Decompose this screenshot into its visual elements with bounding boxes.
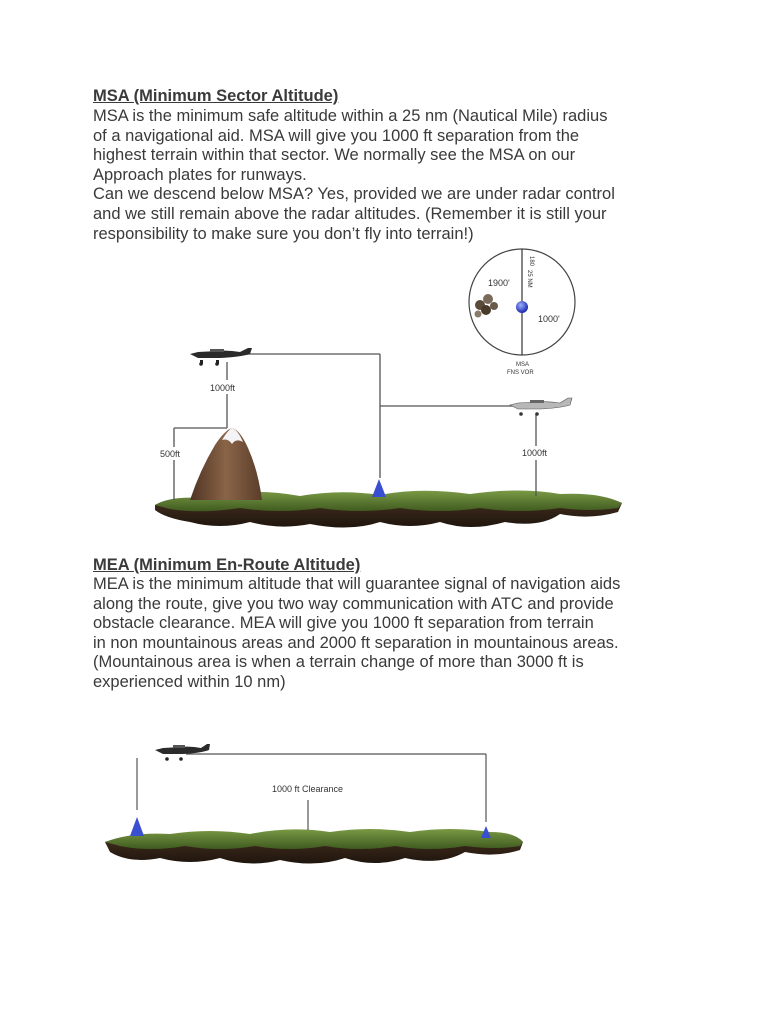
inset-bottom-1: MSA <box>516 362 530 368</box>
msa-line: highest terrain within that sector. We normally see the MSA on our <box>93 146 576 165</box>
mea-line: along the route, give you two way communication with ATC and provide <box>93 594 614 613</box>
inset-bottom-2: FNS VOR <box>507 370 534 376</box>
inset-top-left: 1900' <box>488 278 510 288</box>
airplane-icon <box>190 348 252 366</box>
msa-line: Can we descend below MSA? Yes, provided we are under radar control <box>93 185 615 204</box>
label-clearance: 1000 ft Clearance <box>272 784 344 794</box>
msa-title: MSA (Minimum Sector Altitude) <box>93 87 339 105</box>
vor-beacon-center <box>372 479 386 497</box>
label-right-clearance: 1000ft <box>522 448 548 458</box>
mea-paragraph <box>93 575 693 693</box>
msa-line: responsibility to make sure you don’t fly into terrain!) <box>93 224 474 243</box>
inset-vertical-text: 25 NM <box>526 270 532 288</box>
msa-line: Approach plates for runways. <box>93 165 307 184</box>
mea-line: (Mountainous area is when a terrain change of more than 3000 ft is <box>93 653 584 672</box>
msa-compass-inset <box>469 249 575 376</box>
label-mountain-height: 500ft <box>160 449 181 459</box>
mea-line: MEA is the minimum altitude that will guarantee signal of navigation aids <box>93 575 621 593</box>
mea-line: experienced within 10 nm) <box>93 672 286 691</box>
msa-line: MSA is the minimum safe altitude within a 25 nm (Nautical Mile) radius <box>93 107 608 125</box>
mea-title: MEA (Minimum En-Route Altitude) <box>93 556 361 574</box>
inset-top-bearing: 180 <box>528 256 534 267</box>
inset-right: 1000' <box>538 314 560 324</box>
msa-line: and we still remain above the radar altitudes. (Remember it is still your <box>93 204 607 223</box>
msa-line: of a navigational aid. MSA will give you 1000 ft separation from the <box>93 126 580 145</box>
airplane-icon <box>510 398 572 416</box>
mea-line: obstacle clearance. MEA will give you 1000 ft separation from terrain <box>93 614 594 633</box>
vor-sphere-icon <box>516 301 528 313</box>
mea-line: in non mountainous areas and 2000 ft separation in mountainous areas. <box>93 633 619 652</box>
mountain <box>190 428 262 500</box>
label-plane-clearance: 1000ft <box>210 383 236 393</box>
